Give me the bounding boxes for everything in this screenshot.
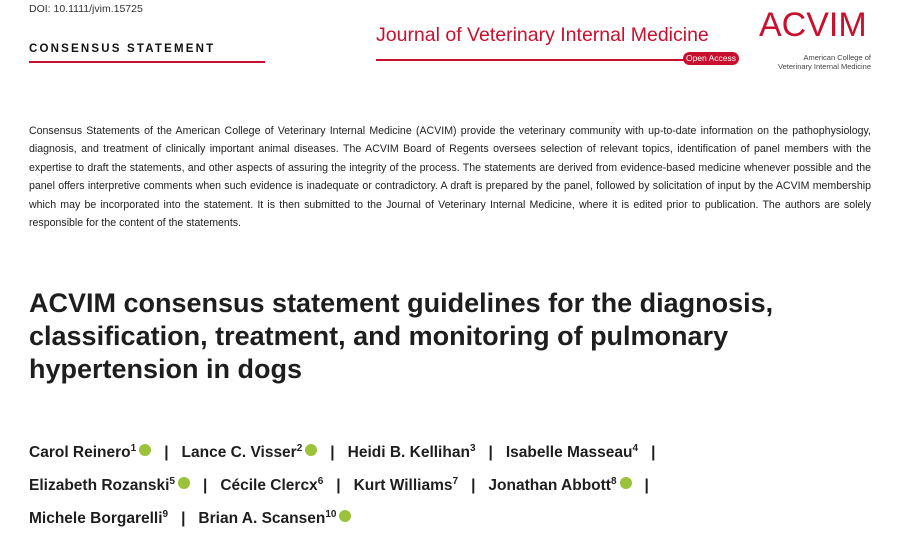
author-separator: |	[651, 444, 656, 461]
logo-sub-line-2: Veterinary Internal Medicine	[778, 62, 871, 71]
author-separator: |	[644, 477, 649, 494]
author-separator: |	[164, 444, 169, 461]
author-name: Michele Borgarelli	[29, 510, 163, 527]
orcid-icon[interactable]	[339, 510, 351, 522]
author-name: Brian A. Scansen	[198, 510, 326, 527]
author-separator: |	[330, 444, 335, 461]
author-affiliation: 1	[130, 443, 137, 454]
author[interactable]	[198, 510, 351, 527]
author-separator: |	[336, 477, 341, 494]
section-underline	[29, 61, 265, 63]
author-name: Elizabeth Rozanski	[29, 477, 170, 494]
author[interactable]	[182, 444, 318, 461]
author-affiliation: 10	[325, 509, 337, 520]
author-affiliation: 7	[452, 476, 459, 487]
author-line	[29, 467, 879, 500]
orcid-icon[interactable]	[305, 444, 317, 456]
author[interactable]	[220, 477, 323, 494]
author-name: Jonathan Abbott	[488, 477, 611, 494]
orcid-icon[interactable]	[139, 444, 151, 456]
acvim-logo	[759, 6, 871, 78]
logo-subtitle	[759, 53, 871, 71]
open-access-badge: Open Access	[683, 52, 739, 65]
author-separator: |	[471, 477, 476, 494]
logo-sub-line-1: American College of	[803, 53, 871, 62]
section-label: CONSENSUS STATEMENT	[29, 43, 216, 55]
doi: DOI: 10.1111/jvim.15725	[29, 3, 143, 15]
logo-text: ACVIM	[759, 6, 867, 44]
author-name: Kurt Williams	[353, 477, 453, 494]
author-separator: |	[202, 477, 208, 494]
author-name: Heidi B. Kellihan	[347, 444, 470, 461]
open-access-line	[376, 59, 706, 61]
author-list	[29, 434, 879, 533]
author[interactable]	[506, 444, 638, 461]
author[interactable]	[29, 477, 190, 494]
author-line	[29, 434, 879, 467]
orcid-icon[interactable]	[178, 477, 190, 489]
author-affiliation: 2	[296, 443, 303, 454]
author-affiliation: 9	[162, 509, 169, 520]
author-affiliation: 4	[632, 443, 639, 454]
article-title: ACVIM consensus statement guidelines for the diagnosis, classification, treatment, and monitoring of pulmonary hypertension in dogs	[29, 288, 774, 384]
author-name: Cécile Clercx	[220, 477, 318, 494]
journal-name[interactable]: Journal of Veterinary Internal Medicine	[376, 24, 709, 46]
author[interactable]	[29, 444, 151, 461]
orcid-icon[interactable]	[620, 477, 632, 489]
intro-paragraph: Consensus Statements of the American College of Veterinary Internal Medicine (ACVIM) provide the veterinary community with up-to-date information on the pathophysiology, diagnosis, and treatment of clinically important animal diseases. The ACVIM Board of Regents oversees selection of relevant topics, identification of panel members with the expertise to draft the statements, and other aspects of assuring the integrity of the process. The statements are derived from evidence-based medicine whenever possible and the panel offers interpretive comments when such evidence is inadequate or contradictory. A draft is prepared by the panel, followed by solicitation of input by the ACVIM membership which may be incorporated into the statement. It is then submitted to the Journal of Veterinary Internal Medicine, where it is edited prior to publication. The authors are solely responsible for the content of the statements.	[29, 125, 871, 230]
author[interactable]	[348, 444, 476, 461]
author-separator: |	[181, 510, 186, 527]
author[interactable]	[29, 510, 168, 527]
author[interactable]	[354, 477, 458, 494]
author-name: Lance C. Visser	[181, 444, 297, 461]
author-line	[29, 500, 879, 533]
author-affiliation: 6	[317, 476, 324, 487]
author-affiliation: 5	[169, 476, 175, 487]
author-separator: |	[488, 444, 493, 461]
author-name: Isabelle Masseau	[505, 444, 633, 461]
author[interactable]	[488, 477, 631, 494]
author-affiliation: 3	[469, 443, 476, 454]
author-name: Carol Reinero	[29, 444, 131, 461]
author-affiliation: 8	[610, 476, 617, 487]
